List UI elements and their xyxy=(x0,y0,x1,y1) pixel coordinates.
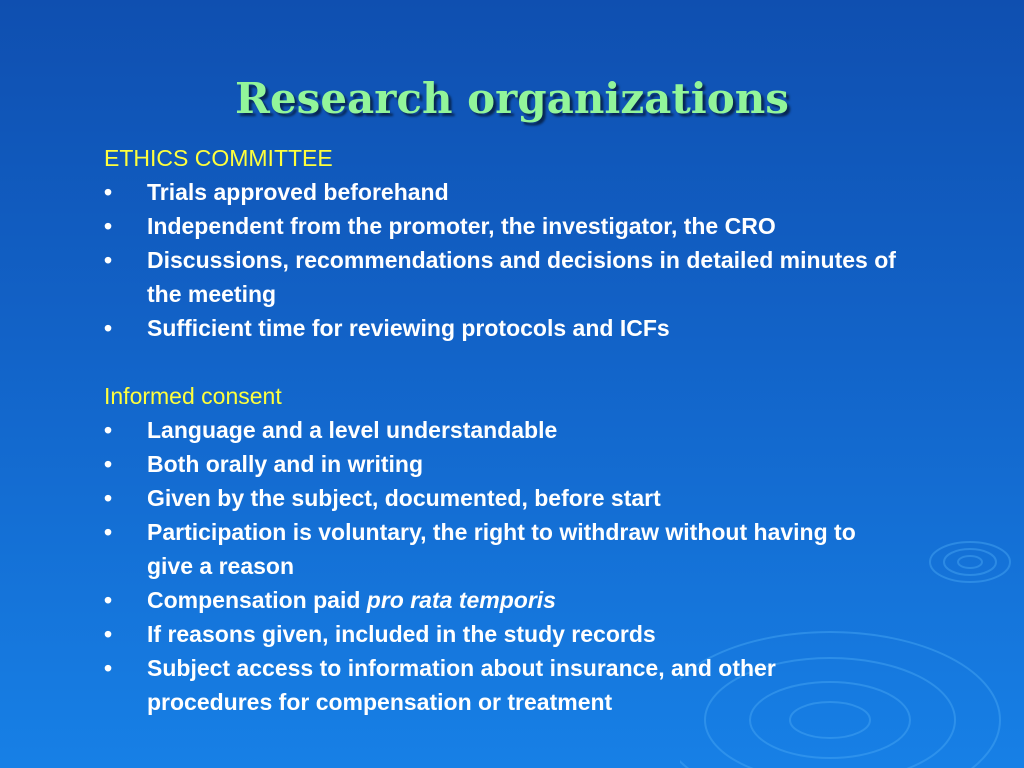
bullet-text: Subject access to information about insurance, and other procedures for compensation or treatment xyxy=(147,655,776,715)
bullet-item xyxy=(104,515,904,583)
bullet-text: Language and a level understandable xyxy=(147,417,558,443)
bullet-text: Both orally and in writing xyxy=(147,451,423,477)
bullet-text: Participation is voluntary, the right to withdraw without having to give a reason xyxy=(147,519,856,579)
bullet-marker: • xyxy=(104,485,113,511)
bullet-marker: • xyxy=(104,621,113,647)
bullet-text: Independent from the promoter, the investigator, the CRO xyxy=(147,213,776,239)
bullet-text: Sufficient time for reviewing protocols and ICFs xyxy=(147,315,670,341)
bullet-text: If reasons given, included in the study records xyxy=(147,621,656,647)
bullet-item xyxy=(104,243,904,311)
bullet-marker: • xyxy=(104,213,113,239)
bullet-text: Given by the subject, documented, before start xyxy=(147,485,661,511)
bullet-item xyxy=(104,311,904,345)
section-heading-informed-consent: Informed consent xyxy=(104,383,282,409)
bullet-item xyxy=(104,617,904,651)
bullet-text xyxy=(147,587,556,613)
bullet-item xyxy=(104,447,904,481)
bullet-marker: • xyxy=(104,451,113,477)
bullet-text-italic: pro rata temporis xyxy=(366,587,556,613)
section-spacer xyxy=(104,345,904,379)
bullet-marker: • xyxy=(104,587,113,613)
bullet-item xyxy=(104,175,904,209)
bullet-text: Trials approved beforehand xyxy=(147,179,449,205)
bullet-marker: • xyxy=(104,519,113,545)
bullet-marker: • xyxy=(104,417,113,443)
section-heading-ethics-committee: ETHICS COMMITTEE xyxy=(104,145,333,171)
bullet-item xyxy=(104,583,904,617)
bullet-marker: • xyxy=(104,247,113,273)
bullet-text-prefix: Compensation paid xyxy=(147,587,367,613)
bullet-marker: • xyxy=(104,179,113,205)
slide-body xyxy=(104,141,904,719)
bullet-item xyxy=(104,651,904,719)
bullet-item xyxy=(104,209,904,243)
bullet-marker: • xyxy=(104,655,113,681)
bullet-marker: • xyxy=(104,315,113,341)
slide-title: Research organizations xyxy=(235,74,789,123)
bullet-item xyxy=(104,413,904,447)
bullet-item xyxy=(104,481,904,515)
bullet-text: Discussions, recommendations and decisions in detailed minutes of the meeting xyxy=(147,247,896,307)
